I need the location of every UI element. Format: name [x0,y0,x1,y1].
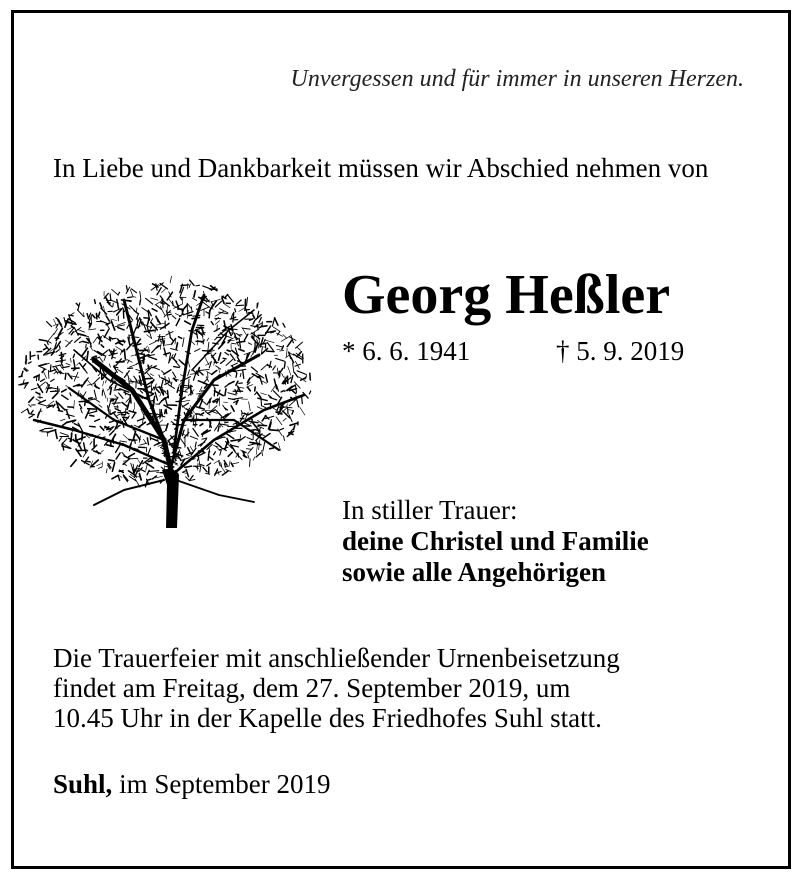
mourners-line-2: sowie alle Angehörigen [342,557,606,587]
mourners-block [342,495,649,588]
tree-icon [14,270,319,528]
place-city: Suhl, [53,769,113,799]
funeral-notice [53,643,763,733]
place-month: im September 2019 [112,769,331,799]
funeral-line-2: findet am Freitag, dem 27. September 2019, um [53,673,571,703]
birth-date: * 6. 6. 1941 [342,336,471,366]
mourners-heading: In stiller Trauer: [342,495,518,525]
funeral-line-1: Die Trauerfeier mit anschließender Urnenbeisetzung [53,643,620,673]
mourners-line-1: deine Christel und Familie [342,526,649,556]
motto: Unvergessen und für immer in unseren Herzen. [290,66,744,92]
funeral-line-3: 10.45 Uhr in der Kapelle des Friedhofes Suhl statt. [53,703,602,733]
intro-text: In Liebe und Dankbarkeit müssen wir Abschied nehmen von [53,153,709,183]
deceased-name: Georg Heßler [342,264,671,326]
death-date: † 5. 9. 2019 [556,336,685,366]
place-date [53,769,331,800]
